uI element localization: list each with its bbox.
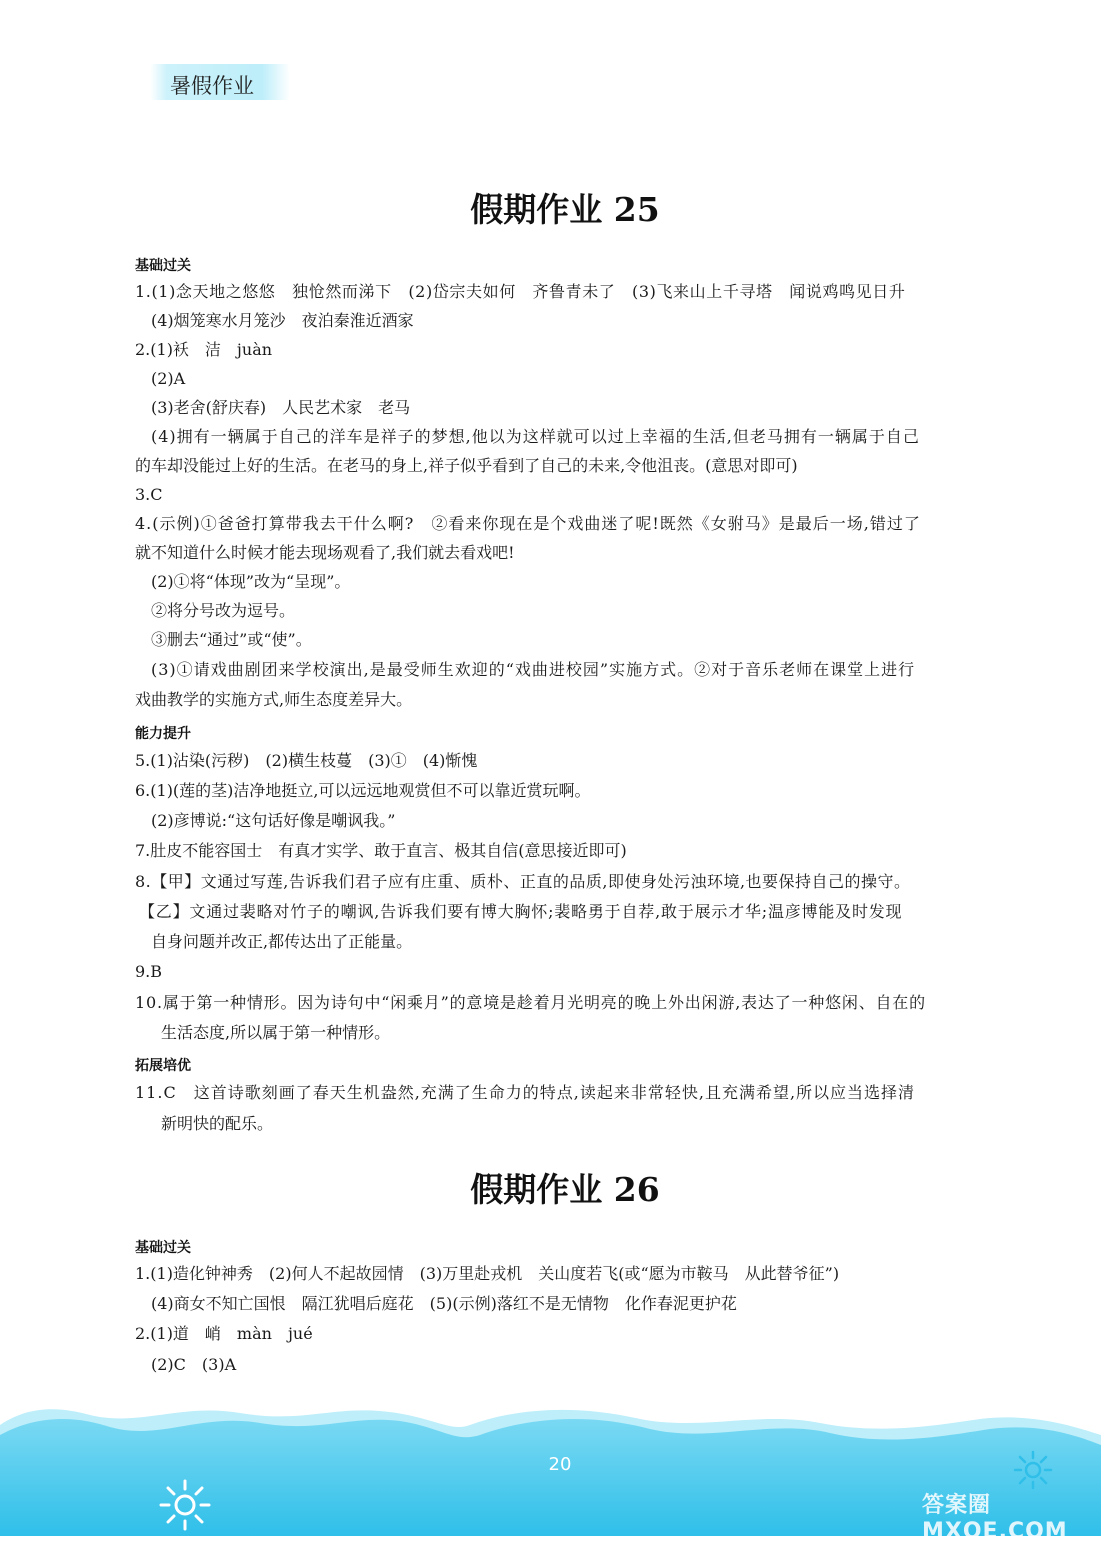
answer-line: (2)①将“体现”改为“呈现”。: [151, 572, 351, 591]
answer-line: (2)彦博说:“这句话好像是嘲讽我。”: [151, 811, 396, 830]
answer-line: 9.B: [135, 962, 163, 981]
answer-line: 8.【甲】文通过写莲,告诉我们君子应有庄重、质朴、正直的品质,即使身处污浊环境,也要保持自己的操守。: [135, 872, 911, 891]
page-number: 20: [548, 1454, 572, 1475]
homework-25-title: 假期作业 25: [470, 190, 660, 229]
answer-line: 戏曲教学的实施方式,师生态度差异大。: [135, 690, 413, 709]
answer-line: 的车却没能过上好的生活。在老马的身上,祥子似乎看到了自己的未来,令他沮丧。(意思对即可): [135, 456, 798, 475]
answer-line: 2.(1)袄 洁 juàn: [135, 340, 273, 359]
answer-line: 11.C 这首诗歌刻画了春天生机盎然,充满了生命力的特点,读起来非常轻快,且充满希望,所以应当选择清: [135, 1083, 916, 1102]
answer-line: (4)商女不知亡国恨 隔江犹唱后庭花 (5)(示例)落红不是无情物 化作春泥更护花: [151, 1294, 737, 1313]
answer-line: 2.(1)道 峭 màn jué: [135, 1324, 313, 1343]
answer-line: 就不知道什么时候才能去现场观看了,我们就去看戏吧!: [135, 543, 515, 562]
answer-line: (4)拥有一辆属于自己的洋车是祥子的梦想,他以为这样就可以过上幸福的生活,但老马拥有一辆属于自己: [151, 427, 920, 446]
answer-line: 新明快的配乐。: [161, 1114, 274, 1133]
answer-line: 4.(示例)①爸爸打算带我去干什么啊? ②看来你现在是个戏曲迷了呢!既然《女驸马》是最后一场,错过了: [135, 514, 921, 533]
answer-line: 3.C: [135, 485, 163, 504]
section-extension-25: 拓展培优: [135, 1058, 191, 1074]
answer-line: 10.属于第一种情形。因为诗句中“闲乘月”的意境是趁着月光明亮的晚上外出闲游,表达了一种悠闲、自在的: [135, 993, 926, 1012]
watermark-logo: 答案圈 MXQE.COM: [922, 1493, 1068, 1544]
answer-line: 自身问题并改正,都传达出了正能量。: [151, 932, 413, 951]
answer-line: ②将分号改为逗号。: [151, 601, 296, 620]
answer-line: 7.肚皮不能容国士 有真才实学、敢于直言、极其自信(意思接近即可): [135, 841, 627, 860]
answer-line: 1.(1)造化钟神秀 (2)何人不起故园情 (3)万里赴戎机 关山度若飞(或“愿为市鞍马 从此替爷征”): [135, 1264, 840, 1283]
answer-line: (3)老舍(舒庆春) 人民艺术家 老马: [151, 398, 411, 417]
answer-line: 1.(1)念天地之悠悠 独怆然而涕下 (2)岱宗夫如何 齐鲁青未了 (3)飞来山上千寻塔 闻说鸡鸣见日升: [135, 282, 906, 301]
running-header: 暑假作业: [170, 74, 254, 98]
homework-26-title: 假期作业 26: [470, 1170, 660, 1209]
answer-line: (2)A: [151, 369, 186, 388]
answer-line: 5.(1)沾染(污秽) (2)横生枝蔓 (3)① (4)惭愧: [135, 751, 478, 770]
answer-line: (4)烟笼寒水月笼沙 夜泊秦淮近酒家: [151, 311, 414, 330]
answer-line: 6.(1)(莲的茎)洁净地挺立,可以远远地观赏但不可以靠近赏玩啊。: [135, 781, 591, 800]
answer-line: 生活态度,所以属于第一种情形。: [161, 1023, 391, 1042]
answer-line: (3)①请戏曲剧团来学校演出,是最受师生欢迎的“戏曲进校园”实施方式。②对于音乐老师在课堂上进行: [151, 660, 916, 679]
answer-line: (2)C (3)A: [151, 1355, 237, 1374]
section-basic-26: 基础过关: [135, 1240, 191, 1256]
section-ability-25: 能力提升: [135, 726, 191, 742]
answer-line: 【乙】文通过裴略对竹子的嘲讽,告诉我们要有博大胸怀;裴略勇于自荐,敢于展示才华;温彦博能及时发现: [139, 902, 903, 921]
answer-line: ③删去“通过”或“使”。: [151, 630, 312, 649]
section-basic-25: 基础过关: [135, 258, 191, 274]
